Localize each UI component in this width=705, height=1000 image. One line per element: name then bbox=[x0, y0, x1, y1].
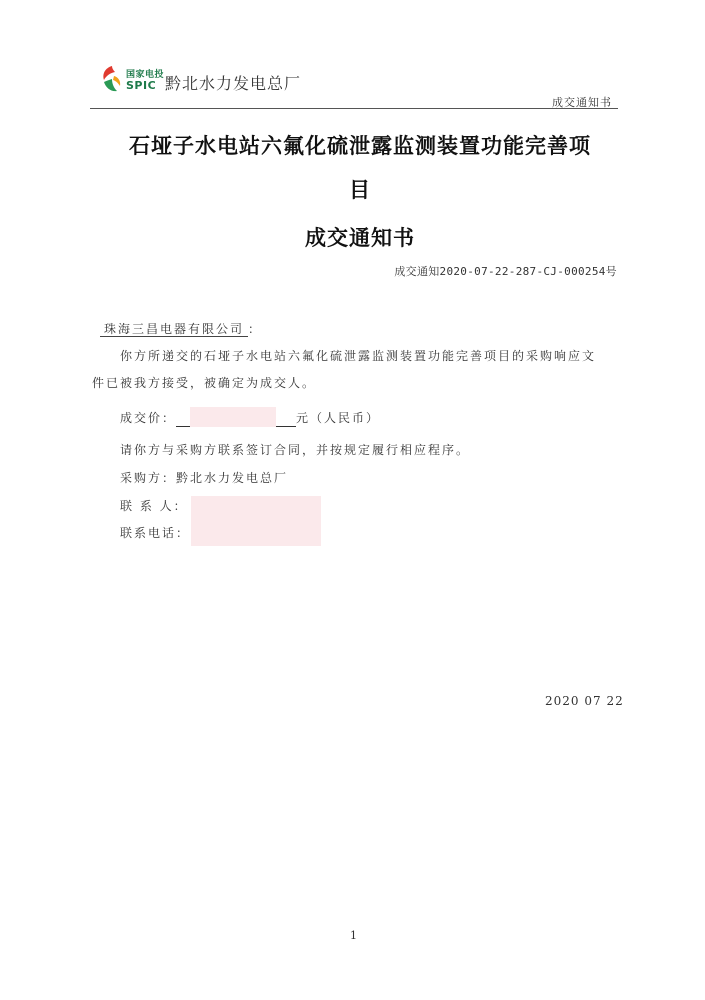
addressee-name: 珠海三昌电器有限公司 bbox=[100, 322, 248, 337]
price-unit: 元（人民币） bbox=[296, 411, 381, 425]
title-line-2: 目 bbox=[349, 177, 371, 202]
price-label: 成交价： bbox=[120, 411, 177, 425]
title-line-1: 石垭子水电站六氟化硫泄露监测装置功能完善项 bbox=[129, 133, 591, 158]
price-redaction bbox=[190, 407, 276, 427]
price-blank-left bbox=[176, 412, 190, 427]
contact-redaction bbox=[191, 496, 321, 546]
contact-label: 联 系 人： bbox=[120, 499, 188, 513]
title-line-3: 成交通知书 bbox=[305, 225, 415, 250]
header-doc-type: 成交通知书 bbox=[552, 96, 612, 109]
plant-name: 黔北水力发电总厂 bbox=[165, 74, 302, 93]
notice-number: 成交通知2020-07-22-287-CJ-000254号 bbox=[394, 265, 617, 278]
logo-text-cn: 国家电投 bbox=[126, 70, 165, 80]
header-divider bbox=[90, 108, 618, 109]
logo-text-en: SPIC bbox=[126, 79, 157, 92]
spic-logo-icon bbox=[100, 64, 124, 94]
price-row bbox=[120, 407, 380, 427]
addressee bbox=[100, 320, 262, 337]
buyer-row bbox=[120, 469, 288, 486]
paragraph-line-1: 你方所递交的石垭子水电站六氟化硫泄露监测装置功能完善项目的采购响应文 bbox=[120, 349, 597, 363]
issue-date: 2020 07 22 bbox=[545, 694, 624, 708]
page-number: 1 bbox=[350, 929, 357, 942]
price-blank-right bbox=[276, 412, 296, 427]
phone-label: 联系电话： bbox=[120, 526, 191, 540]
addressee-suffix: ： bbox=[248, 322, 263, 336]
sign-instruction: 请你方与采购方联系签订合同，并按规定履行相应程序。 bbox=[120, 443, 471, 457]
paragraph-line-2: 件已被我方接受，被确定为成交人。 bbox=[92, 376, 317, 390]
buyer-label: 采购方： bbox=[120, 471, 177, 485]
buyer-value: 黔北水力发电总厂 bbox=[176, 471, 289, 485]
